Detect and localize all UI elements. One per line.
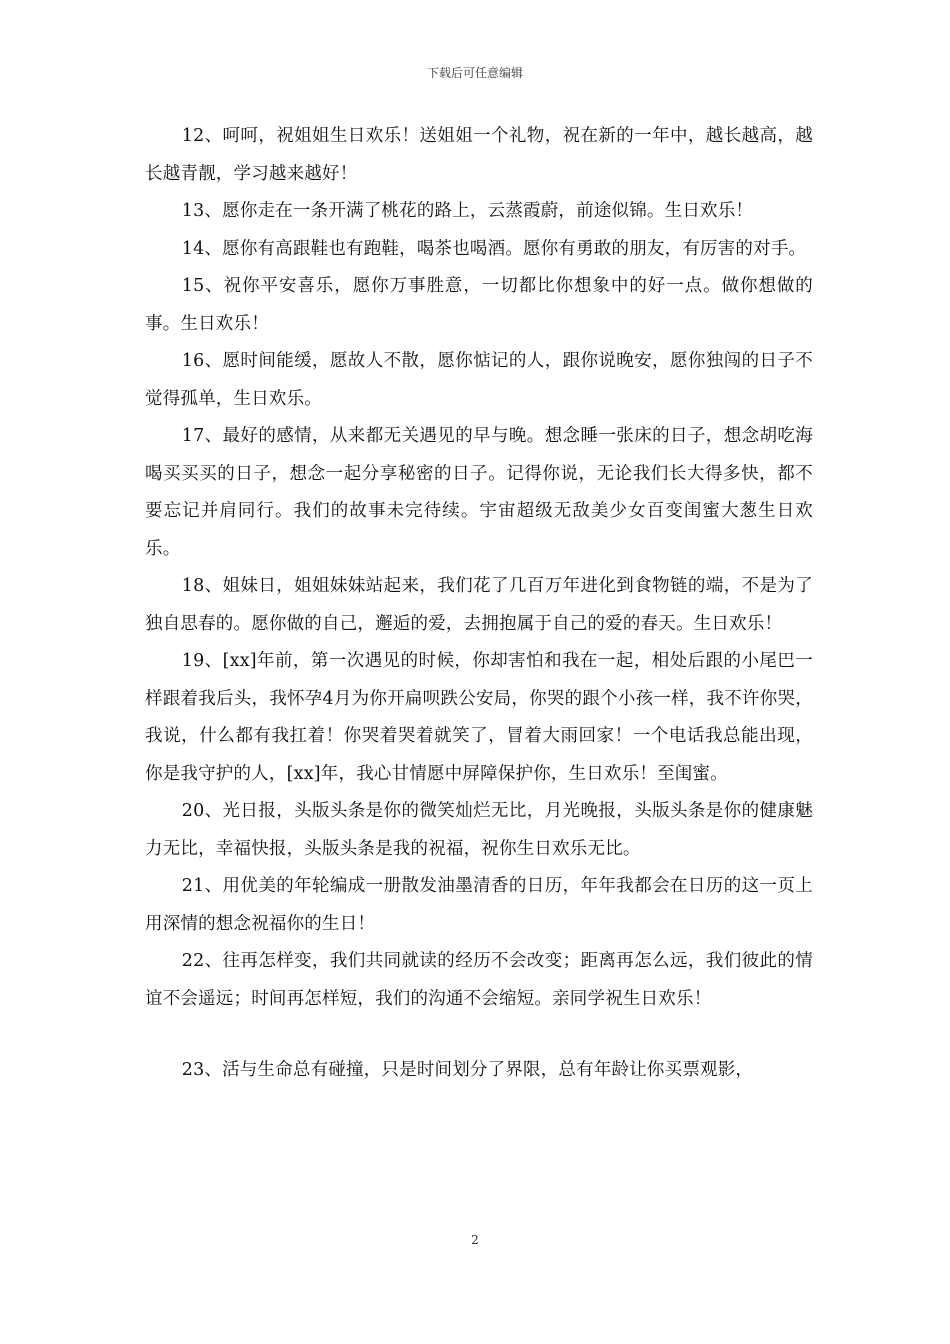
- document-body: [145, 118, 813, 1090]
- paragraph-21: 21、用优美的年轮编成一册散发油墨清香的日历，年年我都会在日历的这一页上用深情的想念祝福你的生日！: [145, 876, 813, 934]
- paragraph-23: 23、活与生命总有碰撞，只是时间划分了界限，总有年龄让你买票观影，: [181, 1060, 754, 1080]
- page-number: 2: [471, 1233, 479, 1247]
- page-header: 下载后可任意编辑: [426, 66, 523, 80]
- paragraph-14: 14、愿你有高跟鞋也有跑鞋，喝茶也喝酒。愿你有勇敢的朋友，有厉害的对手。: [181, 238, 807, 259]
- paragraph-18: 18、姐妹日，姐姐妹妹站起来，我们花了几百万年进化到食物链的端，不是为了独自思春的。愿你做的自己，邂逅的爱，去拥抱属于自己的爱的春天。生日欢乐！: [145, 576, 813, 634]
- paragraph-15: 15、祝你平安喜乐，愿你万事胜意，一切都比你想象中的好一点。做你想做的事。生日欢乐！: [145, 276, 813, 334]
- paragraph-17: 17、最好的感情，从来都无关遇见的早与晚。想念睡一张床的日子，想念胡吃海喝买买买的日子，想念一起分享秘密的日子。记得你说，无论我们长大得多快，都不要忘记并肩同行。我们的故事未完待续。宇宙超级无敌美少女百变闺蜜大葱生日欢乐。: [145, 426, 813, 559]
- paragraph-16: 16、愿时间能缓，愿故人不散，愿你惦记的人，跟你说晚安，愿你独闯的日子不觉得孤单，生日欢乐。: [145, 351, 813, 409]
- paragraph-13: 13、愿你走在一条开满了桃花的路上，云蒸霞蔚，前途似锦。生日欢乐！: [181, 201, 754, 221]
- paragraph-22: 22、往再怎样变，我们共同就读的经历不会改变；距离再怎么远，我们彼此的情谊不会遥远；时间再怎样短，我们的沟通不会缩短。亲同学祝生日欢乐！: [145, 951, 813, 1009]
- paragraph-12: 12、呵呵，祝姐姐生日欢乐！送姐姐一个礼物，祝在新的一年中，越长越高，越长越青靓，学习越来越好！: [145, 126, 813, 184]
- paragraph-19: 19、[xx]年前，第一次遇见的时候，你却害怕和我在一起，相处后跟的小尾巴一样跟着我后头，我怀孕4月为你开扁呗跌公安局，你哭的跟个小孩一样，我不许你哭，我说，什么都有我扛着！你哭着哭着就笑了，冒着大雨回家！一个电话我总能出现，你是我守护的人，[xx]年，我心甘情愿中屏障保护你，生日欢乐！至闺蜜。: [145, 651, 813, 784]
- paragraph-20: 20、光日报，头版头条是你的微笑灿烂无比，月光晚报，头版头条是你的健康魅力无比，幸福快报，头版头条是我的祝福，祝你生日欢乐无比。: [145, 801, 813, 859]
